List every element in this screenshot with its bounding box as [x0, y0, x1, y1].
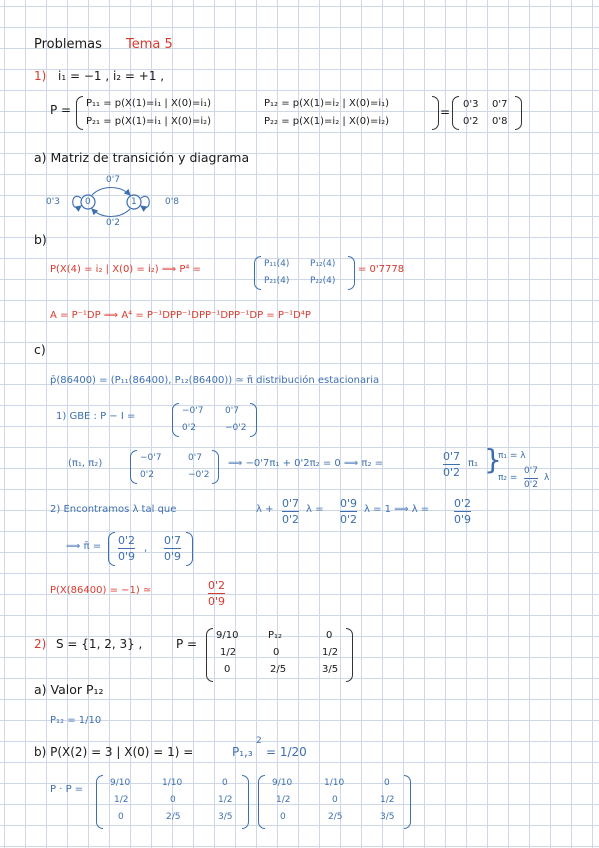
problem-2-number: 2) [34, 637, 47, 651]
p4-entry-22: P₂₂(4) [310, 276, 336, 286]
pi-mat-right-paren [212, 450, 219, 484]
brace-bottom-pre: π₂ = [498, 473, 518, 483]
p1-num-22: 0'8 [492, 116, 508, 127]
diagram-top-prob: 0'7 [106, 175, 120, 185]
p2-P-23: 1/2 [322, 647, 339, 658]
p2-P-22: 0 [273, 647, 280, 658]
pi-mat-21: 0'2 [140, 470, 154, 480]
gbe-left-paren [172, 403, 179, 437]
pi-vector: (π₁, π₂) [68, 458, 103, 469]
edge-1-to-0 [92, 209, 130, 217]
gbe-22: −0'2 [225, 423, 247, 433]
pi-mat-11: −0'7 [140, 453, 162, 463]
step2-f2-num: 0'9 [340, 497, 358, 510]
diagram-bottom-prob: 0'2 [106, 218, 120, 228]
pi-mat-22: −0'2 [188, 470, 210, 480]
p4-right-paren [348, 256, 355, 290]
ppr-32: 2/5 [328, 812, 343, 822]
ppl-31: 0 [118, 812, 124, 822]
p1-num-matrix-left-paren [452, 96, 459, 130]
pi-result-left-paren [108, 532, 115, 566]
p2-part-a-label: a) Valor P₁₂ [34, 682, 104, 697]
pi-result-fraction-1 [118, 535, 135, 562]
ppr-22: 0 [332, 795, 338, 805]
pp-left-matrix-right-paren [242, 775, 249, 829]
ppr-21: 1/2 [276, 795, 291, 805]
self-loop-0 [73, 196, 81, 207]
problem-1-states: i₁ = −1 , i₂ = +1 , [58, 69, 165, 83]
p1-matrix-left-paren [76, 96, 83, 130]
p2-b-label-P: P₁,₃ [232, 745, 253, 759]
ppr-11: 9/10 [272, 778, 293, 788]
pi-r2-num: 0'7 [164, 534, 182, 547]
p1-matrix-entry-21: P₂₁ = p(X(1)=i₁ | X(0)=i₂) [86, 116, 212, 127]
step2-c: λ = 1 ⟹ λ = [364, 504, 430, 515]
pi-result-right-paren [186, 532, 193, 566]
pi-result-comma: , [144, 543, 148, 554]
p1-equals: = [440, 105, 451, 119]
pi-result-fraction-2 [164, 535, 181, 562]
step2-f3-den: 0'9 [454, 513, 472, 526]
p4-entry-21: P₂₁(4) [264, 276, 290, 286]
pi-result-label: ⟹ π̄ = [66, 541, 102, 552]
diagram-state-0: 0 [85, 197, 91, 207]
ppr-23: 1/2 [380, 795, 395, 805]
problem-2-states: S = {1, 2, 3} , [56, 637, 143, 651]
ppr-33: 3/5 [380, 812, 395, 822]
final-num: 0'2 [208, 579, 226, 592]
ppr-12: 1/10 [324, 778, 345, 788]
pp-right-matrix-right-paren [404, 775, 411, 829]
brace-top: π₁ = λ [498, 451, 526, 461]
p1-b-line2: A = P⁻¹DP ⟹ A⁴ = P⁻¹DPP⁻¹DPP⁻¹DPP⁻¹DP = P⁻¹D⁴P [50, 310, 311, 321]
p2-P-31: 0 [224, 664, 231, 675]
p2-b-label-left: b) P(X(2) = 3 | X(0) = 1) = [34, 745, 194, 759]
pp-label: P · P = [50, 784, 84, 795]
final-answer-left: P(X(86400) = −1) ≃ [50, 585, 152, 596]
pi-equation: ⟹ −0'7π₁ + 0'2π₂ = 0 ⟹ π₂ = [228, 458, 384, 469]
step2-label: 2) Encontramos λ tal que [50, 504, 177, 515]
step2-fraction-1 [282, 498, 299, 525]
page-title: Problemas [34, 37, 102, 52]
brace-fraction-den: 0'2 [524, 480, 538, 490]
gbe-right-paren [250, 403, 257, 437]
pi-r2-den: 0'9 [164, 550, 182, 563]
ppr-13: 0 [384, 778, 390, 788]
ppl-13: 0 [222, 778, 228, 788]
p1-matrix-right-paren [432, 96, 439, 130]
self-loop-1 [141, 196, 149, 207]
brace-fraction-num: 0'7 [524, 466, 538, 476]
pi-mat-12: 0'7 [188, 453, 202, 463]
final-den: 0'9 [208, 595, 226, 608]
p1-b-line1-right: = 0'7778 [358, 264, 405, 275]
ppl-11: 9/10 [110, 778, 131, 788]
p2-matrix-label: P = [176, 637, 198, 651]
ppl-12: 1/10 [162, 778, 183, 788]
p1-num-21: 0'2 [463, 116, 479, 127]
p1-matrix-entry-12: P₁₂ = p(X(1)=i₂ | X(0)=i₁) [264, 98, 390, 109]
topic-label: Tema 5 [126, 37, 173, 52]
step2-b: λ = [306, 504, 324, 515]
step2-fraction-2 [340, 498, 357, 525]
pi-r1-num: 0'2 [118, 534, 136, 547]
step2-f1-den: 0'2 [282, 513, 300, 526]
pi-fraction [443, 451, 460, 478]
step2-f3-num: 0'2 [454, 497, 472, 510]
gbe-11: −0'7 [182, 406, 204, 416]
diagram-state-1: 1 [131, 197, 137, 207]
brace-bottom-tail: λ [544, 473, 550, 483]
pi-fraction-num: 0'7 [443, 450, 461, 463]
p2-P-13: 0 [326, 630, 333, 641]
p1-num-12: 0'7 [492, 99, 508, 110]
p2-a-answer: P₁₂ = 1/10 [50, 715, 102, 726]
step2-f2-den: 0'2 [340, 513, 358, 526]
problem-1-number: 1) [34, 69, 47, 83]
p1-num-matrix-right-paren [515, 96, 522, 130]
ppl-32: 2/5 [166, 812, 181, 822]
p2-P-12: P₁₂ [268, 630, 283, 641]
edge-0-to-1 [92, 188, 130, 196]
p2-matrix-right-paren [346, 628, 353, 682]
p1-part-a-label: a) Matriz de transición y diagrama [34, 150, 250, 165]
p2-P-33: 3/5 [322, 664, 339, 675]
p4-left-paren [254, 256, 261, 290]
p2-P-11: 9/10 [216, 630, 239, 641]
p1-c-line1: p̄(86400) = (P₁₁(86400), P₁₂(86400)) ≃ π̄ distribución estacionaria [50, 375, 380, 386]
pp-right-matrix-left-paren [258, 775, 265, 829]
p2-P-21: 1/2 [220, 647, 237, 658]
ppl-21: 1/2 [114, 795, 129, 805]
p4-entry-11: P₁₁(4) [264, 259, 290, 269]
pi-fraction-tail: π₁ [468, 458, 479, 469]
gbe-21: 0'2 [182, 423, 196, 433]
gbe-label: 1) GBE : P − I = [56, 411, 136, 422]
diagram-loop-1-prob: 0'8 [165, 197, 179, 207]
p1-part-c-label: c) [34, 342, 46, 357]
pi-mat-left-paren [130, 450, 137, 484]
p2-b-label-exponent: 2 [256, 736, 262, 746]
ppr-31: 0 [280, 812, 286, 822]
gbe-12: 0'7 [225, 406, 239, 416]
p2-b-label-right: = 1/20 [266, 745, 307, 759]
p1-b-line1-left: P(X(4) = i₂ | X(0) = i₂) ⟹ P⁴ = [50, 264, 201, 275]
p1-matrix-label: P = [50, 103, 72, 117]
p1-matrix-entry-22: P₂₂ = p(X(1)=i₂ | X(0)=i₂) [264, 116, 390, 127]
step2-a: λ + [256, 504, 274, 515]
pi-fraction-den: 0'2 [443, 466, 461, 479]
final-answer-fraction [208, 580, 225, 607]
p1-num-11: 0'3 [463, 99, 479, 110]
p1-matrix-entry-11: P₁₁ = p(X(1)=i₁ | X(0)=i₁) [86, 98, 212, 109]
pp-left-matrix-left-paren [96, 775, 103, 829]
p4-entry-12: P₁₂(4) [310, 259, 336, 269]
ppl-23: 1/2 [218, 795, 233, 805]
p2-matrix-left-paren [206, 628, 213, 682]
brace-fraction [524, 467, 538, 490]
system-brace: } [484, 443, 502, 476]
ppl-22: 0 [170, 795, 176, 805]
p1-part-b-label: b) [34, 232, 47, 247]
pi-r1-den: 0'9 [118, 550, 136, 563]
ppl-33: 3/5 [218, 812, 233, 822]
diagram-loop-0-prob: 0'3 [46, 197, 60, 207]
step2-fraction-3 [454, 498, 471, 525]
step2-f1-num: 0'7 [282, 497, 300, 510]
p2-P-32: 2/5 [270, 664, 287, 675]
